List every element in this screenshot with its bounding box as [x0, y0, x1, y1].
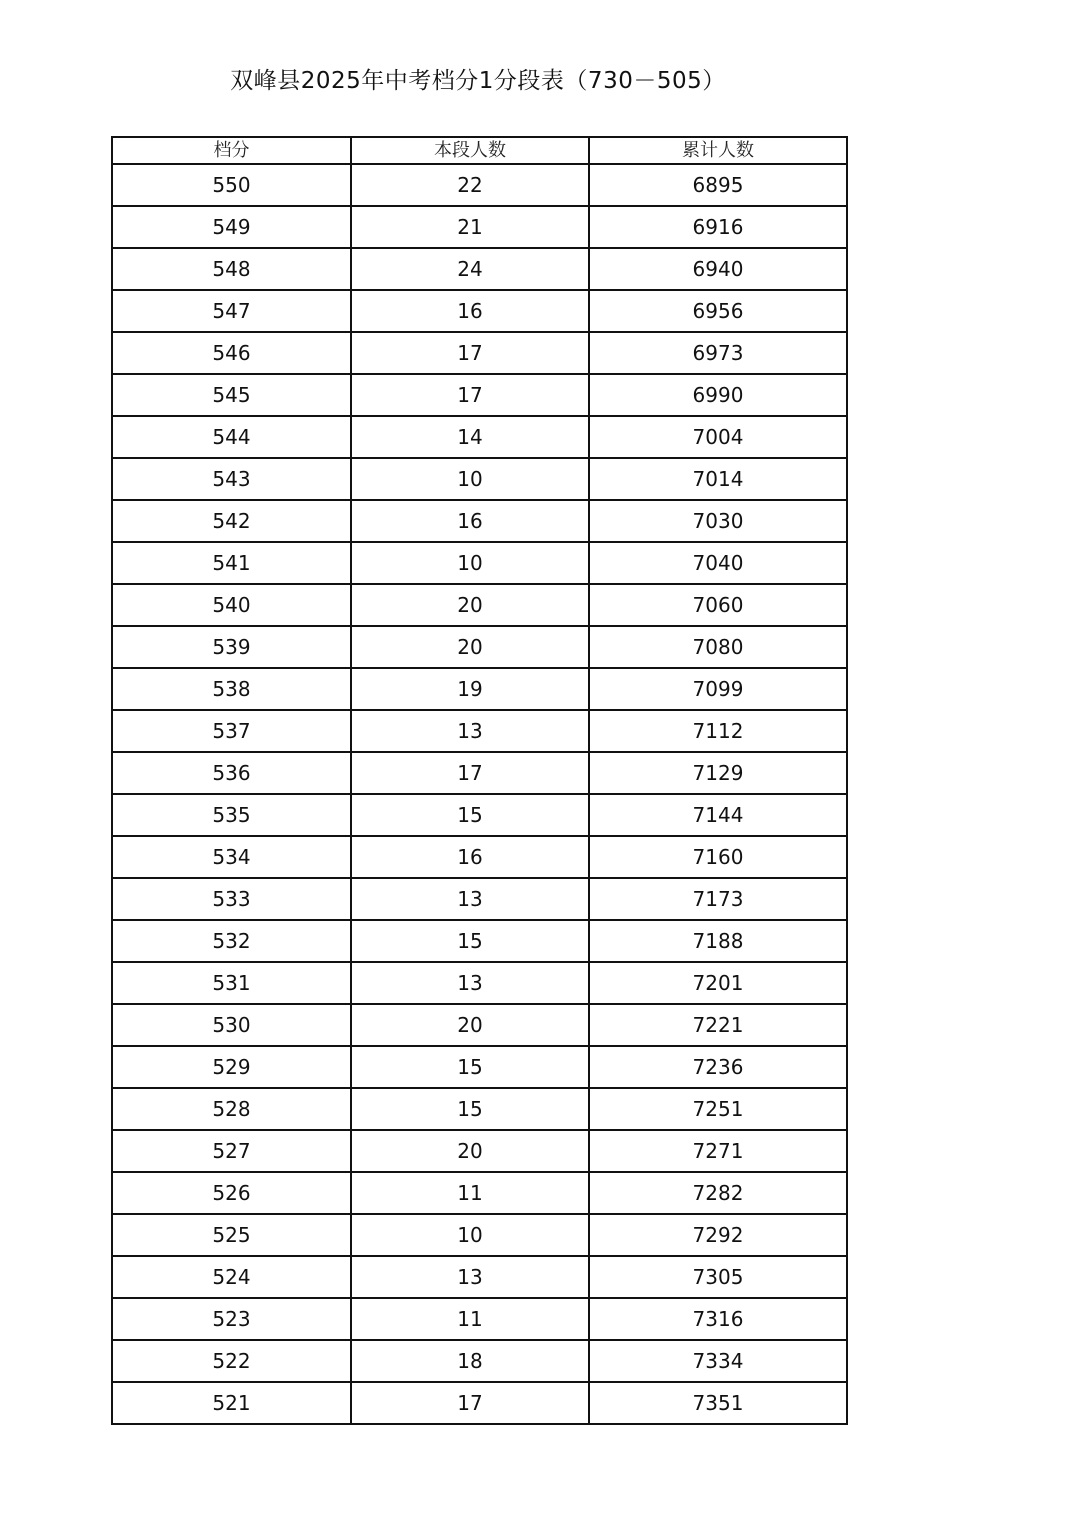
- table-row: [112, 878, 847, 920]
- cell-segment-count: 17: [351, 332, 589, 374]
- cell-segment-count: 10: [351, 542, 589, 584]
- cell-score: 542: [112, 500, 351, 542]
- table-row: [112, 1130, 847, 1172]
- cell-segment-count: 14: [351, 416, 589, 458]
- cell-score: 549: [112, 206, 351, 248]
- cell-segment-count: 24: [351, 248, 589, 290]
- table-row: [112, 1382, 847, 1424]
- cell-segment-count: 13: [351, 878, 589, 920]
- cell-segment-count: 20: [351, 1130, 589, 1172]
- cell-cumulative-count: 7080: [589, 626, 847, 668]
- cell-score: 523: [112, 1298, 351, 1340]
- cell-score: 546: [112, 332, 351, 374]
- table-row: [112, 374, 847, 416]
- table-header: [112, 137, 847, 164]
- cell-score: 531: [112, 962, 351, 1004]
- page-title: 双峰县2025年中考档分1分段表（730－505）: [230, 68, 726, 94]
- table-row: [112, 1004, 847, 1046]
- cell-segment-count: 10: [351, 458, 589, 500]
- cell-cumulative-count: 6940: [589, 248, 847, 290]
- cell-score: 550: [112, 164, 351, 206]
- cell-cumulative-count: 7221: [589, 1004, 847, 1046]
- cell-score: 543: [112, 458, 351, 500]
- cell-cumulative-count: 7251: [589, 1088, 847, 1130]
- cell-score: 525: [112, 1214, 351, 1256]
- cell-segment-count: 11: [351, 1172, 589, 1214]
- cell-segment-count: 10: [351, 1214, 589, 1256]
- cell-segment-count: 17: [351, 752, 589, 794]
- table-row: [112, 794, 847, 836]
- cell-segment-count: 22: [351, 164, 589, 206]
- cell-cumulative-count: 7014: [589, 458, 847, 500]
- table-row: [112, 1046, 847, 1088]
- cell-score: 540: [112, 584, 351, 626]
- cell-score: 529: [112, 1046, 351, 1088]
- cell-cumulative-count: 7282: [589, 1172, 847, 1214]
- cell-cumulative-count: 7099: [589, 668, 847, 710]
- table-row: [112, 1298, 847, 1340]
- table-row: [112, 710, 847, 752]
- cell-score: 521: [112, 1382, 351, 1424]
- cell-segment-count: 13: [351, 962, 589, 1004]
- table-row: [112, 836, 847, 878]
- table-row: [112, 206, 847, 248]
- cell-segment-count: 15: [351, 794, 589, 836]
- table-row: [112, 668, 847, 710]
- cell-cumulative-count: 7305: [589, 1256, 847, 1298]
- table-row: [112, 752, 847, 794]
- cell-score: 536: [112, 752, 351, 794]
- cell-score: 534: [112, 836, 351, 878]
- table-row: [112, 290, 847, 332]
- table-row: [112, 500, 847, 542]
- cell-segment-count: 13: [351, 710, 589, 752]
- cell-cumulative-count: 6916: [589, 206, 847, 248]
- cell-segment-count: 17: [351, 1382, 589, 1424]
- cell-cumulative-count: 6956: [589, 290, 847, 332]
- table-row: [112, 1088, 847, 1130]
- cell-cumulative-count: 7201: [589, 962, 847, 1004]
- cell-cumulative-count: 7144: [589, 794, 847, 836]
- cell-segment-count: 16: [351, 500, 589, 542]
- cell-score: 533: [112, 878, 351, 920]
- table-row: [112, 1256, 847, 1298]
- cell-segment-count: 13: [351, 1256, 589, 1298]
- cell-cumulative-count: 7271: [589, 1130, 847, 1172]
- cell-cumulative-count: 7173: [589, 878, 847, 920]
- cell-cumulative-count: 7351: [589, 1382, 847, 1424]
- cell-score: 539: [112, 626, 351, 668]
- cell-cumulative-count: 7188: [589, 920, 847, 962]
- cell-score: 547: [112, 290, 351, 332]
- cell-score: 522: [112, 1340, 351, 1382]
- cell-score: 541: [112, 542, 351, 584]
- cell-score: 545: [112, 374, 351, 416]
- cell-segment-count: 19: [351, 668, 589, 710]
- cell-segment-count: 20: [351, 1004, 589, 1046]
- cell-cumulative-count: 7316: [589, 1298, 847, 1340]
- cell-segment-count: 20: [351, 626, 589, 668]
- table-row: [112, 416, 847, 458]
- table-row: [112, 1172, 847, 1214]
- cell-cumulative-count: 7292: [589, 1214, 847, 1256]
- cell-segment-count: 16: [351, 290, 589, 332]
- cell-score: 530: [112, 1004, 351, 1046]
- cell-score: 538: [112, 668, 351, 710]
- cell-cumulative-count: 7160: [589, 836, 847, 878]
- cell-segment-count: 20: [351, 584, 589, 626]
- cell-cumulative-count: 6990: [589, 374, 847, 416]
- cell-cumulative-count: 6973: [589, 332, 847, 374]
- table-row: [112, 584, 847, 626]
- cell-segment-count: 11: [351, 1298, 589, 1340]
- cell-cumulative-count: 7112: [589, 710, 847, 752]
- cell-segment-count: 17: [351, 374, 589, 416]
- table-row: [112, 920, 847, 962]
- table-row: [112, 164, 847, 206]
- cell-segment-count: 15: [351, 1046, 589, 1088]
- cell-score: 544: [112, 416, 351, 458]
- cell-cumulative-count: 7129: [589, 752, 847, 794]
- cell-cumulative-count: 7030: [589, 500, 847, 542]
- table-row: [112, 962, 847, 1004]
- cell-score: 526: [112, 1172, 351, 1214]
- table-row: [112, 1214, 847, 1256]
- table-row: [112, 626, 847, 668]
- cell-segment-count: 21: [351, 206, 589, 248]
- cell-cumulative-count: 7236: [589, 1046, 847, 1088]
- cell-score: 537: [112, 710, 351, 752]
- cell-cumulative-count: 7004: [589, 416, 847, 458]
- cell-segment-count: 15: [351, 920, 589, 962]
- table-body: [112, 164, 847, 1424]
- cell-score: 548: [112, 248, 351, 290]
- cell-score: 527: [112, 1130, 351, 1172]
- score-distribution-table: [111, 136, 848, 1425]
- header-cumulative-count: 累计人数: [589, 137, 847, 164]
- cell-score: 535: [112, 794, 351, 836]
- cell-segment-count: 18: [351, 1340, 589, 1382]
- table-row: [112, 332, 847, 374]
- header-row: [112, 137, 847, 164]
- header-segment-count: 本段人数: [351, 137, 589, 164]
- cell-segment-count: 15: [351, 1088, 589, 1130]
- cell-segment-count: 16: [351, 836, 589, 878]
- cell-score: 528: [112, 1088, 351, 1130]
- cell-cumulative-count: 7060: [589, 584, 847, 626]
- header-score: 档分: [112, 137, 351, 164]
- table-row: [112, 248, 847, 290]
- cell-score: 524: [112, 1256, 351, 1298]
- cell-cumulative-count: 6895: [589, 164, 847, 206]
- table-row: [112, 1340, 847, 1382]
- table-row: [112, 542, 847, 584]
- cell-cumulative-count: 7040: [589, 542, 847, 584]
- cell-cumulative-count: 7334: [589, 1340, 847, 1382]
- table-row: [112, 458, 847, 500]
- cell-score: 532: [112, 920, 351, 962]
